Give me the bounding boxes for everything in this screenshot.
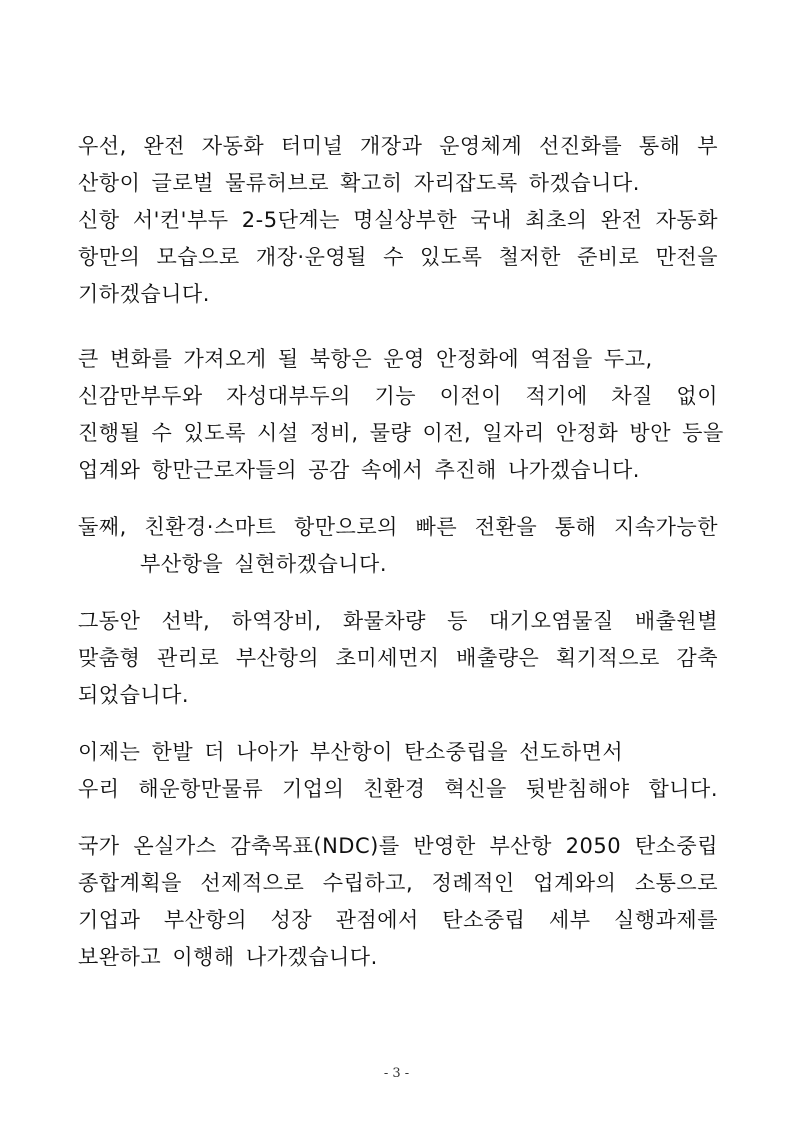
text-line: 진행될 수 있도록 시설 정비, 물량 이전, 일자리 안정화 방안 등을	[78, 421, 724, 445]
paragraph-spacer	[78, 808, 718, 828]
text-line: 큰 변화를 가져오게 될 북항은 운영 안정화에 역점을 두고,	[78, 347, 653, 371]
paragraph-spacer	[78, 489, 718, 509]
text-line: 국가 온실가스 감축목표(NDC)를 반영한 부산항 2050 탄소중립	[78, 834, 718, 858]
text-line: 항만의 모습으로 개장·운영될 수 있도록 철저한 준비로 만전을	[78, 245, 718, 269]
text-line: 우리 해운항만물류 기업의 친환경 혁신을 뒷받침해야 합니다.	[78, 777, 718, 801]
page-number: - 3 -	[383, 1066, 410, 1081]
text-line: 이제는 한발 더 나아가 부산항이 탄소중립을 선도하면서	[78, 740, 624, 764]
document-page	[78, 128, 724, 976]
paragraph-north-port	[78, 341, 724, 489]
paragraph-new-port-automation	[78, 202, 718, 313]
paragraph-ndc-plan	[78, 828, 718, 976]
text-line: 보완하고 이행해 나가겠습니다.	[78, 945, 378, 969]
paragraph-carbon-neutral-lead	[78, 734, 718, 808]
text-line: 부산항을 실현하겠습니다.	[140, 552, 387, 576]
paragraph-spacer	[78, 313, 718, 341]
paragraph-spacer	[78, 583, 718, 603]
text-line: 우선, 완전 자동화 터미널 개장과 운영체계 선진화를 통해 부	[78, 134, 718, 158]
text-line: 신감만부두와 자성대부두의 기능 이전이 적기에 차질 없이	[78, 384, 718, 408]
text-line: 그동안 선박, 하역장비, 화물차량 등 대기오염물질 배출원별	[78, 609, 718, 633]
text-line: 되었습니다.	[78, 683, 190, 707]
paragraph-emissions	[78, 603, 718, 714]
paragraph-spacer	[78, 714, 718, 734]
text-line: 신항 서'컨'부두 2-5단계는 명실상부한 국내 최초의 완전 자동화	[78, 208, 718, 232]
text-line: 기하겠습니다.	[78, 282, 210, 306]
text-line: 둘째, 친환경·스마트 항만으로의 빠른 전환을 통해 지속가능한	[78, 515, 718, 539]
text-line: 산항이 글로벌 물류허브로 확고히 자리잡도록 하겠습니다.	[78, 171, 640, 195]
text-line: 맞춤형 관리로 부산항의 초미세먼지 배출량은 획기적으로 감축	[78, 646, 718, 670]
text-line: 기업과 부산항의 성장 관점에서 탄소중립 세부 실행과제를	[78, 908, 718, 932]
text-line: 업계와 항만근로자들의 공감 속에서 추진해 나가겠습니다.	[78, 458, 640, 482]
paragraph-port-hub	[78, 128, 718, 202]
section-heading-second	[78, 509, 718, 583]
text-line: 종합계획을 선제적으로 수립하고, 정례적인 업계와의 소통으로	[78, 871, 718, 895]
